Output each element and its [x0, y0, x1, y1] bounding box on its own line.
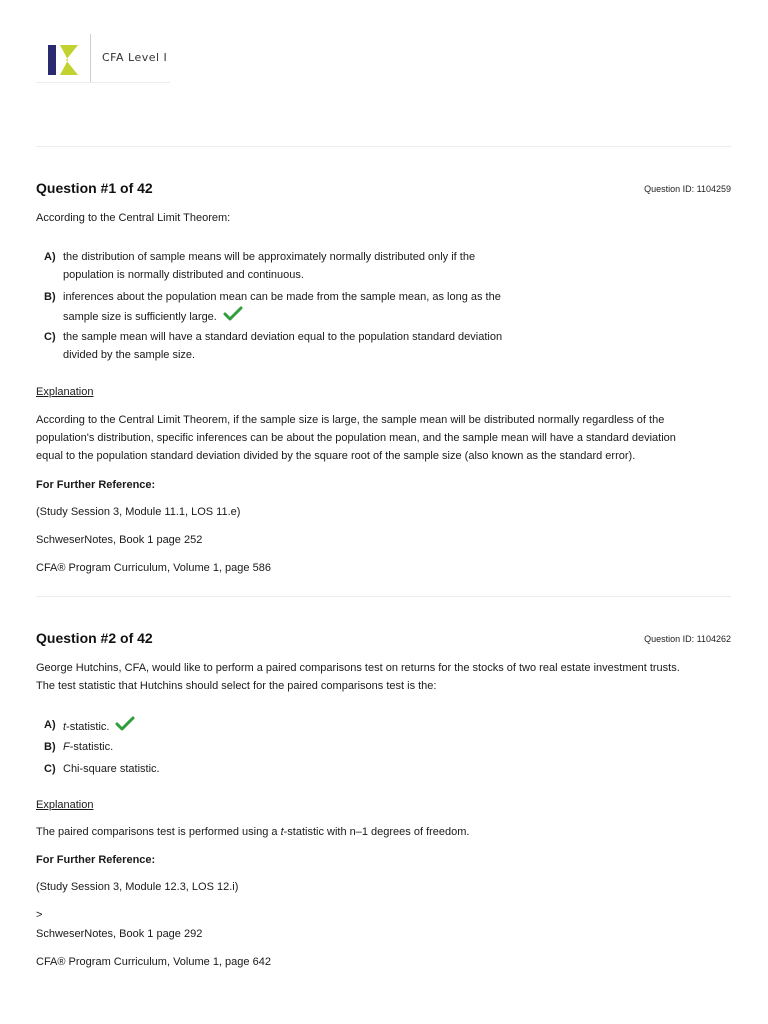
correct-checkmark-icon: [223, 306, 243, 322]
header-divider: [90, 34, 91, 82]
option-label: C): [44, 763, 56, 775]
reference-heading: For Further Reference:: [36, 479, 156, 491]
option-label: A): [44, 719, 56, 731]
option-text: -statistic.: [69, 741, 114, 753]
question-stem: According to the Central Limit Theorem:: [36, 212, 231, 224]
option-text: inferences about the population mean can be made from the sample mean, as long as the: [63, 291, 501, 303]
option-label: C): [44, 331, 56, 343]
question-id: Question ID: 1104259: [644, 184, 731, 194]
option-label: A): [44, 251, 56, 263]
reference-heading: For Further Reference:: [36, 854, 156, 866]
question-id: Question ID: 1104262: [644, 634, 731, 644]
kaplan-logo-icon: [48, 44, 78, 76]
explanation-text: [36, 411, 676, 465]
reference-item: (Study Session 3, Module 12.3, LOS 12.i): [36, 881, 239, 893]
option-italic: t: [63, 721, 67, 733]
explanation-line: -statistic with n–1 degrees of freedom.: [283, 826, 470, 838]
brand-label: CFA Level I: [102, 51, 168, 64]
reference-item: >: [36, 909, 43, 921]
explanation-heading: Explanation: [36, 799, 94, 811]
explanation-line: The paired comparisons test is performed using a: [36, 826, 281, 838]
explanation-line: equal to the population standard deviation divided by the square root of the sample size (also known as the standard error).: [36, 450, 636, 462]
question-header: [36, 180, 731, 200]
question-title: Question #2 of 42: [36, 630, 153, 646]
option-label: B): [44, 741, 56, 753]
page-header: [36, 32, 170, 83]
option-italic: F: [63, 741, 70, 753]
question-header: [36, 630, 731, 650]
option-text: -statistic.: [66, 721, 110, 733]
explanation-line: population's distribution, specific inferences can be about the population mean, and the sample mean will have a standard deviation: [36, 432, 676, 444]
explanation-line: According to the Central Limit Theorem, if the sample size is large, the sample mean will be distributed normally regardless of the: [36, 414, 665, 426]
reference-item: SchweserNotes, Book 1 page 252: [36, 534, 203, 546]
section-divider: [36, 596, 731, 597]
option-text: the distribution of sample means will be approximately normally distributed only if the: [63, 251, 476, 263]
correct-checkmark-icon: [115, 716, 135, 732]
explanation-heading: Explanation: [36, 386, 94, 398]
question-stem: [36, 659, 680, 695]
option-text: divided by the sample size.: [63, 349, 196, 361]
explanation-text: [36, 823, 470, 841]
reference-item: CFA® Program Curriculum, Volume 1, page 586: [36, 562, 271, 574]
stem-line: George Hutchins, CFA, would like to perform a paired comparisons test on returns for the stocks of two real estate investment trusts.: [36, 662, 680, 674]
option-text: the sample mean will have a standard deviation equal to the population standard deviation: [63, 331, 503, 343]
reference-item: (Study Session 3, Module 11.1, LOS 11.e): [36, 506, 241, 518]
option-text: sample size is sufficiently large.: [63, 311, 217, 323]
stem-line: The test statistic that Hutchins should select for the paired comparisons test is the:: [36, 680, 437, 692]
section-divider: [36, 146, 731, 147]
option-text: population is normally distributed and continuous.: [63, 269, 304, 281]
reference-item: SchweserNotes, Book 1 page 292: [36, 928, 203, 940]
option-label: B): [44, 291, 56, 303]
question-title: Question #1 of 42: [36, 180, 153, 196]
explanation-italic: t: [280, 826, 284, 838]
option-text: Chi-square statistic.: [63, 763, 160, 775]
reference-item: CFA® Program Curriculum, Volume 1, page 642: [36, 956, 271, 968]
